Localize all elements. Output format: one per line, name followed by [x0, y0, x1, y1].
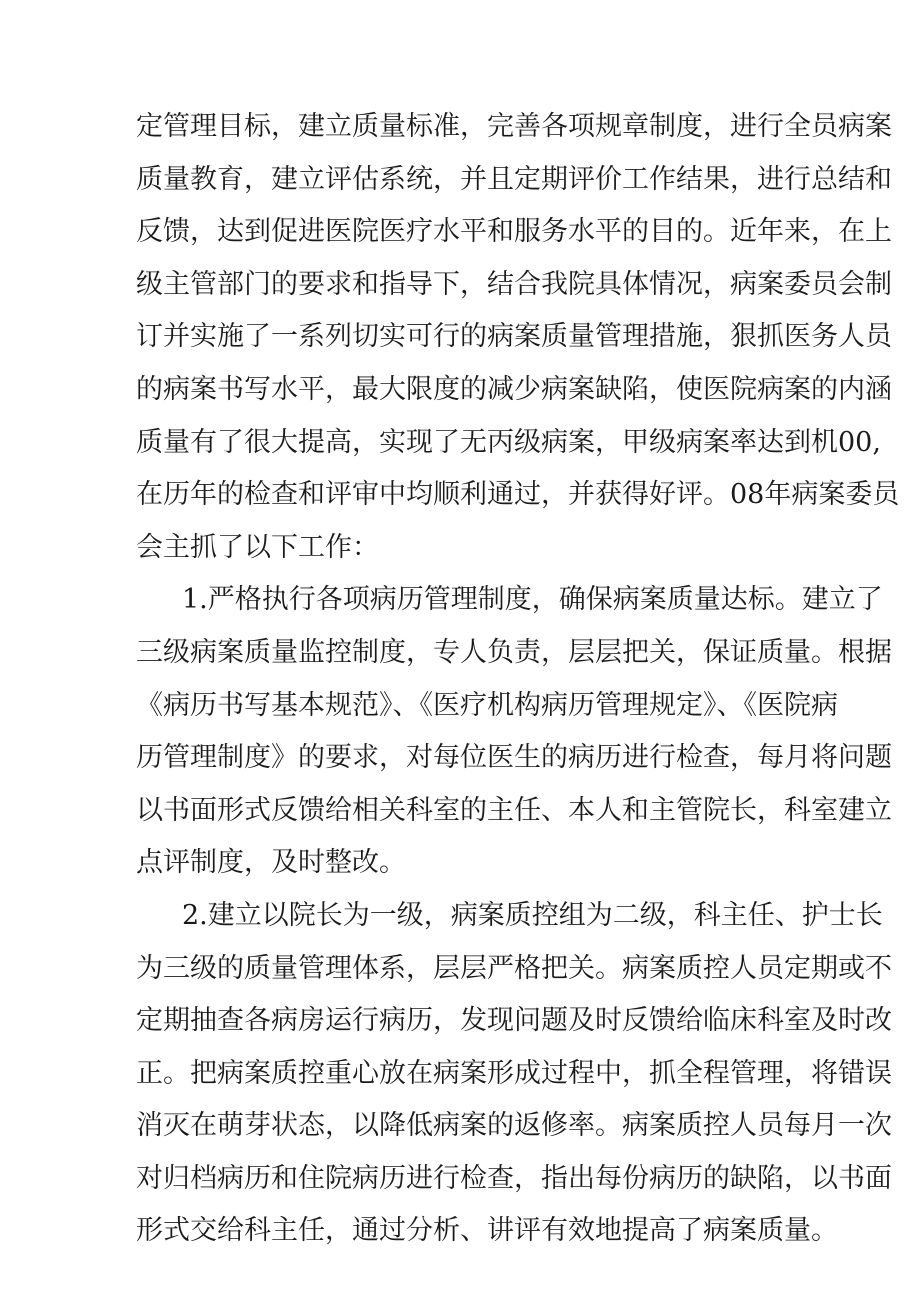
text-line: 消灭在萌芽状态，以降低病案的返修率。病案质控人员每月一次 — [136, 1110, 892, 1142]
text-line: 反馈，达到促进医院医疗水平和服务水平的目的。近年来，在上 — [136, 216, 892, 248]
text-line: 质量有了很大提高，实现了无丙级病案，甲级病案率达到机00, — [136, 426, 881, 458]
text-line: 1.严格执行各项病历管理制度，确保病案质量达标。建立了 — [182, 584, 883, 616]
text-line: 形式交给科主任，通过分析、讲评有效地提高了病案质量。 — [136, 1215, 838, 1247]
paragraph-3 — [136, 890, 892, 1258]
text-line: 三级病案质量监控制度，专人负责，层层把关，保证质量。根据 — [136, 636, 892, 668]
document-body — [136, 101, 900, 1258]
text-line: 定管理目标，建立质量标准，完善各项规章制度，进行全员病案 — [136, 111, 892, 142]
text-line: 级主管部门的要求和指导下，结合我院具体情况，病案委员会制 — [136, 268, 892, 300]
text-line: 质量教育，建立评估系统，并且定期评价工作结果，进行总结和 — [136, 163, 892, 195]
text-line: 对归档病历和住院病历进行检查，指出每份病历的缺陷，以书面 — [136, 1162, 892, 1194]
text-line: 在历年的检查和评审中均顺利通过，并获得好评。08年病案委员 — [136, 479, 900, 511]
text-line: 历管理制度》的要求，对每位医生的病历进行检查，每月将问题 — [136, 742, 892, 774]
text-line: 会主抓了以下工作： — [136, 531, 379, 563]
text-line: 以书面形式反馈给相关科室的主任、本人和主管院长，科室建立 — [136, 794, 892, 826]
text-line: 的病案书写水平，最大限度的减少病案缺陷，使医院病案的内涵 — [136, 373, 892, 405]
text-line: 《病历书写基本规范》、《医疗机构病历管理规定》、《医院病 — [136, 689, 838, 721]
paragraph-2 — [136, 574, 892, 890]
text-line: 点评制度，及时整改。 — [136, 847, 406, 879]
text-line: 2.建立以院长为一级，病案质控组为二级，科主任、护士长 — [182, 899, 883, 931]
text-line: 订并实施了一系列切实可行的病案质量管理措施，狠抓医务人员 — [136, 321, 892, 353]
text-line: 为三级的质量管理体系，层层严格把关。病案质控人员定期或不 — [136, 952, 892, 984]
text-line: 定期抽查各病房运行病历，发现问题及时反馈给临床科室及时改 — [136, 1005, 892, 1037]
paragraph-1 — [136, 101, 900, 574]
text-line: 正。把病案质控重心放在病案形成过程中，抓全程管理，将错误 — [136, 1057, 892, 1089]
